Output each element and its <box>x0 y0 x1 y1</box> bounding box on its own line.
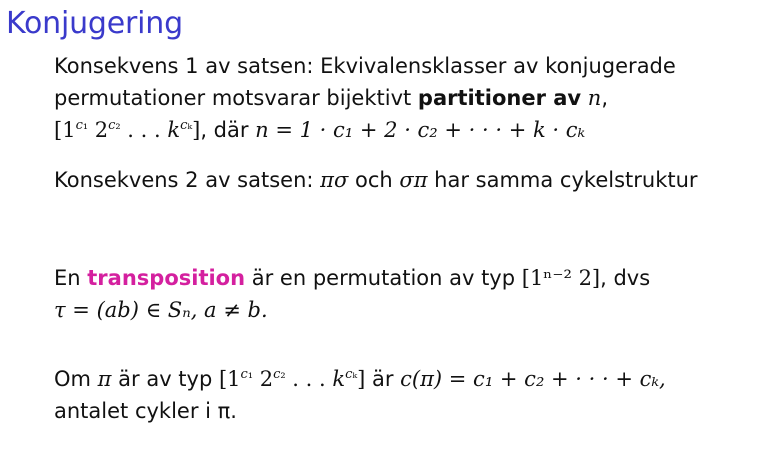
cycle-count-line-2: antalet cykler i π. <box>54 399 237 423</box>
var-pi: π <box>97 367 112 391</box>
transposition-formula: τ = (ab) ∈ Sₙ, a ≠ b. <box>54 298 268 322</box>
var-n: n <box>587 86 602 110</box>
cycle-count-line-1 <box>54 363 666 395</box>
transposition-line-1 <box>54 262 650 294</box>
partition-formula: n = 1 · c₁ + 2 · c₂ + · · · + k · cₖ <box>255 118 586 142</box>
cycle-count-definition <box>54 363 666 427</box>
cycles-mid-2: är <box>365 367 401 391</box>
consequence-2-prefix: Konsekvens 2 av satsen: <box>54 168 321 192</box>
consequence-1-line-1: Konsekvens 1 av satsen: Ekvivalensklasser av konjugerade <box>54 54 676 78</box>
partitions-bold: partitioner av <box>417 86 582 110</box>
cycles-mid: är av typ <box>111 367 219 391</box>
consequence-1-line-2-suffix: , <box>601 86 609 110</box>
consequence-1-line-3 <box>54 114 676 146</box>
consequence-1 <box>54 50 676 146</box>
expr-pi-sigma: πσ <box>320 168 349 192</box>
cycle-type-notation-2: [$1^{c_1}$ $2^{c_2}$ . . . $k^{c_k}$] <box>218 367 366 391</box>
transposition-mid: är en permutation av typ <box>245 266 522 290</box>
transposition-type: [1ⁿ⁻² 2] <box>521 266 601 290</box>
consequence-1-line-2 <box>54 82 676 114</box>
cycle-count-formula: c(π) = c₁ + c₂ + · · · + cₖ, <box>400 367 666 391</box>
consequence-2-mid: och <box>348 168 400 192</box>
transposition-prefix: En <box>54 266 88 290</box>
consequence-2 <box>54 164 698 196</box>
slide-title: Konjugering <box>6 6 183 41</box>
transposition-definition <box>54 262 650 326</box>
cycle-type-notation: [$1^{c_1}$ $2^{c_2}$ . . . $k^{c_k}$] <box>54 118 201 142</box>
consequence-1-line-2-prefix: permutationer motsvarar bijektivt <box>54 86 418 110</box>
cycles-prefix: Om <box>54 367 98 391</box>
expr-sigma-pi: σπ <box>399 168 428 192</box>
consequence-1-line-3-mid: , där <box>200 118 256 142</box>
transposition-suffix: , dvs <box>600 266 651 290</box>
transposition-term: transposition <box>87 266 246 290</box>
consequence-2-suffix: har samma cykelstruktur <box>427 168 698 192</box>
